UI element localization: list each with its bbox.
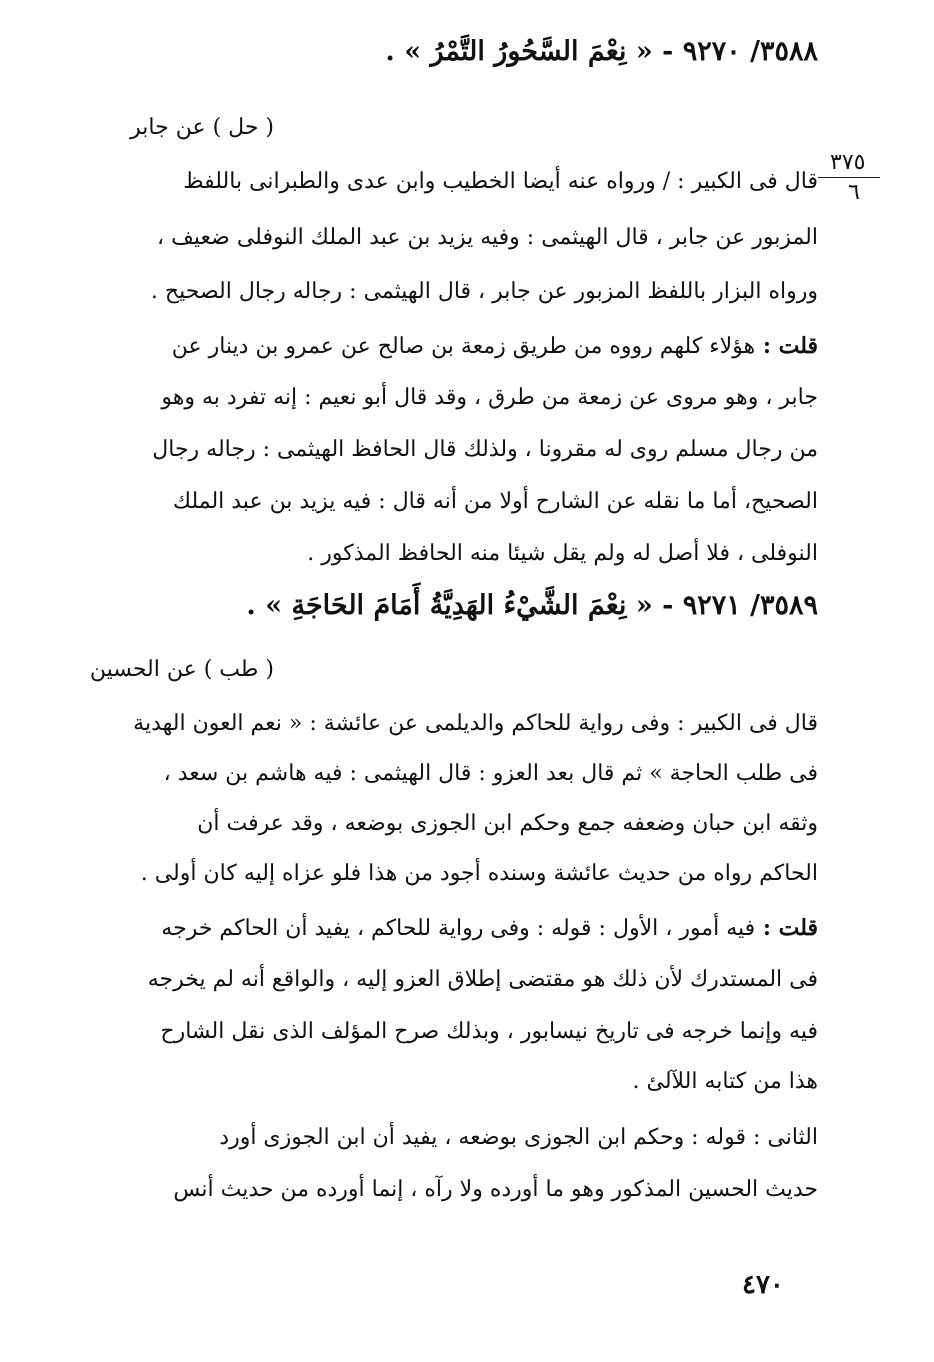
- commentary-line: من رجال مسلم روى له مقرونا ، ولذلك قال الحافظ الهيثمى : رجاله رجال: [152, 437, 818, 462]
- commentary-line: هذا من كتابه اللآلئ .: [632, 1069, 818, 1094]
- hadith-source-3589: ( طب ) عن الحسين: [89, 657, 274, 682]
- margin-divider: [818, 177, 880, 178]
- commentary-line: وثقه ابن حبان وضعفه جمع وحكم ابن الجوزى بوضعه ، وقد عرفت أن: [197, 811, 818, 836]
- commentary-line: جابر ، وهو مروى عن زمعة من طرق ، وقد قال أبو نعيم : إنه تفرد به وهو: [161, 385, 818, 410]
- hadith-heading-3588: ٣٥٨٨/ ٩٢٧٠ - « نِعْمَ السَّحُورُ التَّمْرُ » .: [385, 36, 818, 67]
- commentary-line: قال فى الكبير : وفى رواية للحاكم والديلمى عن عائشة : « نعم العون الهدية: [133, 711, 818, 736]
- commentary-line: حديث الحسين المذكور وهو ما أورده ولا رآه ، إنما أورده من حديث أنس: [173, 1177, 818, 1202]
- commentary-line: ورواه البزار باللفظ المزبور عن جابر ، قال الهيثمى : رجاله رجال الصحيح .: [150, 279, 818, 304]
- hadith-heading-3589: ٣٥٨٩/ ٩٢٧١ - « نِعْمَ الشَّيْءُ الهَدِيَّةُ أَمَامَ الحَاجَةِ » .: [246, 590, 818, 621]
- commentary-line: فيه وإنما خرجه فى تاريخ نيسابور ، وبذلك صرح المؤلف الذى نقل الشارح: [160, 1019, 818, 1044]
- commentary-line: فى طلب الحاجة » ثم قال بعد العزو : قال الهيثمى : فيه هاشم بن سعد ،: [163, 761, 818, 786]
- margin-page-ref-bottom: ٦: [848, 180, 860, 205]
- commentary-line: الصحيح، أما ما نقله عن الشارح أولا من أنه قال : فيه يزيد بن عبد الملك: [172, 489, 818, 514]
- commentary-line: النوفلى ، فلا أصل له ولم يقل شيئا منه الحافظ المذكور .: [307, 541, 818, 566]
- commentary-line: قال فى الكبير : / ورواه عنه أيضا الخطيب وابن عدى والطبرانى باللفظ: [183, 169, 818, 194]
- hadith-source-3588: ( حل ) عن جابر: [130, 115, 274, 140]
- commentary-line: قلت : هؤلاء كلهم رووه من طريق زمعة بن صالح عن عمرو بن دينار عن: [171, 333, 818, 359]
- margin-page-ref-top: ٣٧٥: [830, 150, 866, 175]
- commentary-line: قلت : فيه أمور ، الأول : قوله : وفى رواية للحاكم ، يفيد أن الحاكم خرجه: [161, 915, 818, 941]
- qultu-label: قلت :: [755, 915, 818, 941]
- commentary-line: فى المستدرك لأن ذلك هو مقتضى إطلاق العزو إليه ، والواقع أنه لم يخرجه: [147, 967, 818, 992]
- qultu-label: قلت :: [755, 333, 818, 359]
- commentary-line: المزبور عن جابر ، قال الهيثمى : وفيه يزيد بن عبد الملك النوفلى ضعيف ،: [157, 225, 818, 250]
- commentary-line: الحاكم رواه من حديث عائشة وسنده أجود من هذا فلو عزاه إليه كان أولى .: [140, 861, 818, 886]
- commentary-line: الثانى : قوله : وحكم ابن الجوزى بوضعه ، يفيد أن ابن الجوزى أورد: [219, 1125, 818, 1150]
- page-number: ٤٧٠: [742, 1270, 784, 1300]
